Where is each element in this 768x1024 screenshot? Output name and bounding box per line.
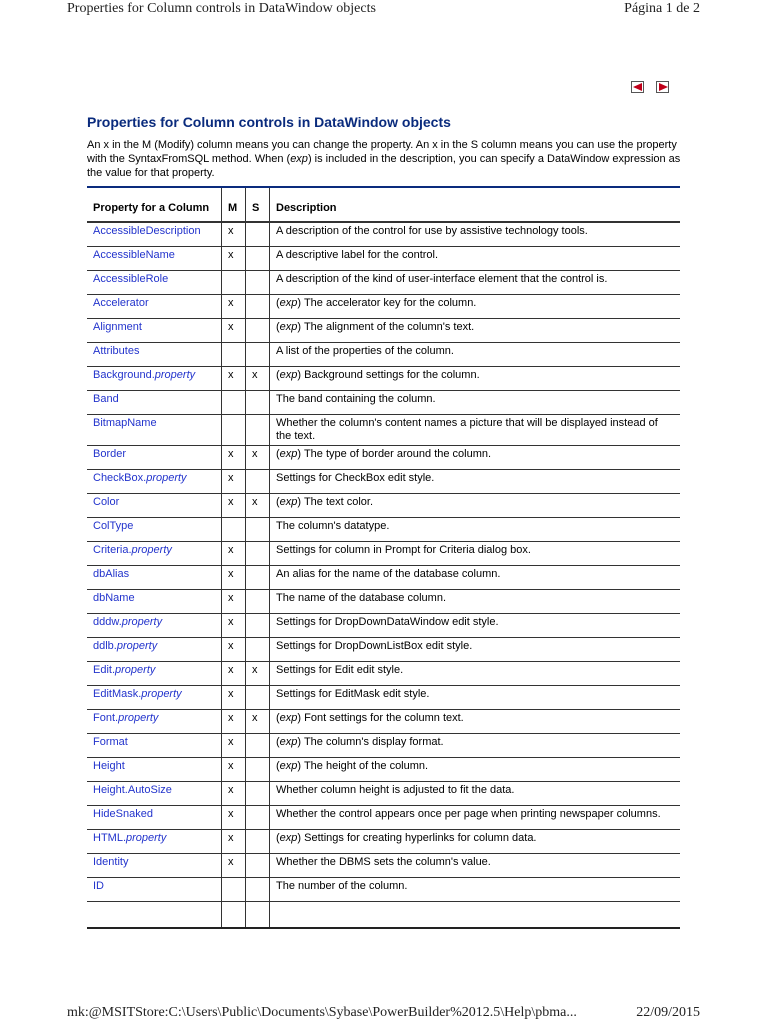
modify-flag-cell: x <box>222 566 246 590</box>
property-link[interactable]: Height <box>93 760 125 772</box>
modify-flag-cell: x <box>222 247 246 271</box>
property-link[interactable]: Alignment <box>93 321 142 333</box>
property-name-cell <box>87 494 222 518</box>
property-name-cell <box>87 902 222 929</box>
column-header-property: Property for a Column <box>87 187 222 222</box>
table-row <box>87 902 680 929</box>
modify-flag-cell: x <box>222 686 246 710</box>
modify-flag-cell <box>222 343 246 367</box>
modify-flag-cell: x <box>222 854 246 878</box>
syntax-flag-cell <box>246 391 270 415</box>
syntax-flag-cell <box>246 902 270 929</box>
description-cell: Settings for DropDownDataWindow edit style. <box>270 614 681 638</box>
expression-marker: (exp) <box>276 832 302 844</box>
table-row <box>87 686 680 710</box>
expression-marker: (exp) <box>276 760 302 772</box>
syntax-flag-cell: x <box>246 446 270 470</box>
description-cell: Whether the DBMS sets the column's value. <box>270 854 681 878</box>
table-row <box>87 518 680 542</box>
property-name-cell <box>87 271 222 295</box>
modify-flag-cell: x <box>222 710 246 734</box>
modify-flag-cell <box>222 271 246 295</box>
table-row <box>87 854 680 878</box>
property-link[interactable]: Identity <box>93 856 129 868</box>
next-arrow-icon[interactable] <box>656 81 669 93</box>
table-row <box>87 367 680 391</box>
property-name-cell <box>87 343 222 367</box>
expression-marker: (exp) <box>276 496 302 508</box>
table-row <box>87 662 680 686</box>
table-row <box>87 614 680 638</box>
modify-flag-cell: x <box>222 494 246 518</box>
table-row <box>87 222 680 247</box>
description-cell: The number of the column. <box>270 878 681 902</box>
property-link[interactable]: EditMask.property <box>93 688 182 700</box>
syntax-flag-cell <box>246 782 270 806</box>
footer-date: 22/09/2015 <box>636 1005 700 1020</box>
property-name-cell <box>87 734 222 758</box>
modify-flag-cell: x <box>222 782 246 806</box>
modify-flag-cell: x <box>222 295 246 319</box>
description-cell: (exp) Background settings for the column. <box>270 367 681 391</box>
table-row <box>87 734 680 758</box>
page-title: Properties for Column controls in DataWindow objects <box>87 114 451 130</box>
property-link[interactable]: Font.property <box>93 712 159 724</box>
syntax-flag-cell <box>246 343 270 367</box>
description-cell: A descriptive label for the control. <box>270 247 681 271</box>
property-name-cell <box>87 391 222 415</box>
description-cell: A list of the properties of the column. <box>270 343 681 367</box>
table-row <box>87 566 680 590</box>
property-name-cell <box>87 542 222 566</box>
expression-marker: (exp) <box>276 448 302 460</box>
description-cell: (exp) Font settings for the column text. <box>270 710 681 734</box>
modify-flag-cell: x <box>222 222 246 247</box>
prev-arrow-icon[interactable] <box>631 81 644 93</box>
syntax-flag-cell <box>246 415 270 446</box>
property-link[interactable]: ddlb.property <box>93 640 158 652</box>
modify-flag-cell: x <box>222 470 246 494</box>
table-row <box>87 271 680 295</box>
table-row <box>87 446 680 470</box>
syntax-flag-cell <box>246 247 270 271</box>
property-name-cell <box>87 686 222 710</box>
property-name-cell <box>87 854 222 878</box>
property-name-cell <box>87 470 222 494</box>
expression-marker: (exp) <box>276 736 302 748</box>
intro-paragraph: An x in the M (Modify) column means you can change the property. An x in the S column means you can use the property with the SyntaxFromSQL method. When (exp) is included in the description, you can specify a DataWindow expression as the value for that property. <box>87 139 681 179</box>
syntax-flag-cell <box>246 542 270 566</box>
description-cell: The band containing the column. <box>270 391 681 415</box>
modify-flag-cell <box>222 878 246 902</box>
property-name-cell <box>87 446 222 470</box>
column-header-m: M <box>222 187 246 222</box>
properties-table <box>87 186 680 929</box>
description-cell: (exp) The type of border around the column. <box>270 446 681 470</box>
syntax-flag-cell: x <box>246 710 270 734</box>
expression-marker: (exp) <box>276 369 302 381</box>
table-row <box>87 542 680 566</box>
expression-marker: (exp) <box>276 321 302 333</box>
description-cell: Settings for CheckBox edit style. <box>270 470 681 494</box>
modify-flag-cell: x <box>222 542 246 566</box>
syntax-flag-cell <box>246 878 270 902</box>
property-link[interactable]: AccessibleRole <box>93 273 169 285</box>
table-row <box>87 343 680 367</box>
property-link[interactable]: HideSnaked <box>93 808 153 820</box>
property-name-cell <box>87 518 222 542</box>
property-link[interactable]: ID <box>93 880 104 892</box>
expression-marker: (exp) <box>276 297 302 309</box>
property-link[interactable]: AccessibleName <box>93 249 175 261</box>
description-cell: (exp) The column's display format. <box>270 734 681 758</box>
syntax-flag-cell <box>246 295 270 319</box>
table-header-row <box>87 187 680 222</box>
modify-flag-cell: x <box>222 662 246 686</box>
footer-path: mk:@MSITStore:C:\Users\Public\Documents\Sybase\PowerBuilder%2012.5\Help\pbma... <box>67 1005 577 1020</box>
property-name-cell <box>87 247 222 271</box>
property-link[interactable]: ColType <box>93 520 134 532</box>
property-name-cell <box>87 415 222 446</box>
table-row <box>87 319 680 343</box>
description-cell: (exp) The accelerator key for the column. <box>270 295 681 319</box>
property-link[interactable]: Accelerator <box>93 297 149 309</box>
table-row <box>87 782 680 806</box>
syntax-flag-cell: x <box>246 662 270 686</box>
table-row <box>87 415 680 446</box>
header-page-number: Página 1 de 2 <box>624 1 700 16</box>
page-navigation <box>631 80 677 98</box>
property-link[interactable]: dbAlias <box>93 568 130 580</box>
property-name-cell <box>87 614 222 638</box>
property-name-cell <box>87 319 222 343</box>
modify-flag-cell <box>222 902 246 929</box>
modify-flag-cell <box>222 391 246 415</box>
table-row <box>87 830 680 854</box>
description-cell: Settings for column in Prompt for Criteria dialog box. <box>270 542 681 566</box>
property-link[interactable]: Attributes <box>93 345 140 357</box>
modify-flag-cell: x <box>222 758 246 782</box>
property-name-cell <box>87 806 222 830</box>
property-link[interactable]: Band <box>93 393 119 405</box>
syntax-flag-cell <box>246 854 270 878</box>
property-link[interactable]: AccessibleDescription <box>93 225 201 237</box>
syntax-flag-cell <box>246 806 270 830</box>
property-link[interactable]: Color <box>93 496 120 508</box>
property-link[interactable]: CheckBox.property <box>93 472 187 484</box>
property-name-cell <box>87 367 222 391</box>
table-row <box>87 878 680 902</box>
syntax-flag-cell <box>246 566 270 590</box>
syntax-flag-cell <box>246 686 270 710</box>
syntax-flag-cell <box>246 222 270 247</box>
syntax-flag-cell <box>246 590 270 614</box>
syntax-flag-cell <box>246 734 270 758</box>
syntax-flag-cell <box>246 614 270 638</box>
description-cell: The column's datatype. <box>270 518 681 542</box>
property-name-cell <box>87 638 222 662</box>
modify-flag-cell: x <box>222 734 246 758</box>
description-cell: An alias for the name of the database column. <box>270 566 681 590</box>
print-header <box>0 0 768 22</box>
syntax-flag-cell <box>246 271 270 295</box>
syntax-flag-cell <box>246 638 270 662</box>
description-cell: Settings for DropDownListBox edit style. <box>270 638 681 662</box>
property-name-cell <box>87 758 222 782</box>
property-link[interactable]: BitmapName <box>93 417 157 429</box>
syntax-flag-cell: x <box>246 367 270 391</box>
modify-flag-cell: x <box>222 590 246 614</box>
description-cell: (exp) Settings for creating hyperlinks for column data. <box>270 830 681 854</box>
property-link[interactable]: dbName <box>93 592 135 604</box>
property-name-cell <box>87 710 222 734</box>
table-row <box>87 470 680 494</box>
description-cell: A description of the kind of user-interface element that the control is. <box>270 271 681 295</box>
expression-marker: (exp) <box>276 712 302 724</box>
table-row <box>87 758 680 782</box>
print-footer <box>0 1004 768 1024</box>
modify-flag-cell: x <box>222 614 246 638</box>
description-cell <box>270 902 681 929</box>
description-cell: Settings for EditMask edit style. <box>270 686 681 710</box>
property-link[interactable]: Criteria.property <box>93 544 172 556</box>
header-title: Properties for Column controls in DataWindow objects <box>67 1 376 16</box>
description-cell: (exp) The height of the column. <box>270 758 681 782</box>
modify-flag-cell: x <box>222 446 246 470</box>
description-cell: A description of the control for use by assistive technology tools. <box>270 222 681 247</box>
modify-flag-cell <box>222 415 246 446</box>
modify-flag-cell: x <box>222 367 246 391</box>
table-row <box>87 391 680 415</box>
syntax-flag-cell <box>246 758 270 782</box>
property-name-cell <box>87 590 222 614</box>
description-cell: Whether column height is adjusted to fit the data. <box>270 782 681 806</box>
property-link[interactable]: HTML.property <box>93 832 167 844</box>
syntax-flag-cell <box>246 518 270 542</box>
property-name-cell <box>87 878 222 902</box>
modify-flag-cell: x <box>222 319 246 343</box>
property-link[interactable]: Border <box>93 448 127 460</box>
table-row <box>87 494 680 518</box>
description-cell: (exp) The alignment of the column's text. <box>270 319 681 343</box>
property-link[interactable]: Height.AutoSize <box>93 784 172 796</box>
table-row <box>87 638 680 662</box>
description-cell: Whether the control appears once per page when printing newspaper columns. <box>270 806 681 830</box>
property-link[interactable]: dddw.property <box>93 616 163 628</box>
column-header-s: S <box>246 187 270 222</box>
modify-flag-cell <box>222 518 246 542</box>
description-cell: Whether the column's content names a picture that will be displayed instead of the text. <box>270 415 681 446</box>
table-row <box>87 710 680 734</box>
modify-flag-cell: x <box>222 638 246 662</box>
modify-flag-cell: x <box>222 830 246 854</box>
syntax-flag-cell <box>246 470 270 494</box>
syntax-flag-cell <box>246 319 270 343</box>
property-link[interactable]: Edit.property <box>93 664 156 676</box>
property-name-cell <box>87 566 222 590</box>
table-row <box>87 247 680 271</box>
table-row <box>87 590 680 614</box>
property-name-cell <box>87 662 222 686</box>
description-cell: The name of the database column. <box>270 590 681 614</box>
description-cell: (exp) The text color. <box>270 494 681 518</box>
table-row <box>87 806 680 830</box>
property-name-cell <box>87 222 222 247</box>
property-link[interactable]: Format <box>93 736 128 748</box>
modify-flag-cell: x <box>222 806 246 830</box>
table-row <box>87 295 680 319</box>
property-link[interactable]: Background.property <box>93 369 196 381</box>
syntax-flag-cell <box>246 830 270 854</box>
property-name-cell <box>87 782 222 806</box>
property-name-cell <box>87 295 222 319</box>
description-cell: Settings for Edit edit style. <box>270 662 681 686</box>
property-name-cell <box>87 830 222 854</box>
syntax-flag-cell: x <box>246 494 270 518</box>
column-header-description: Description <box>270 187 681 222</box>
